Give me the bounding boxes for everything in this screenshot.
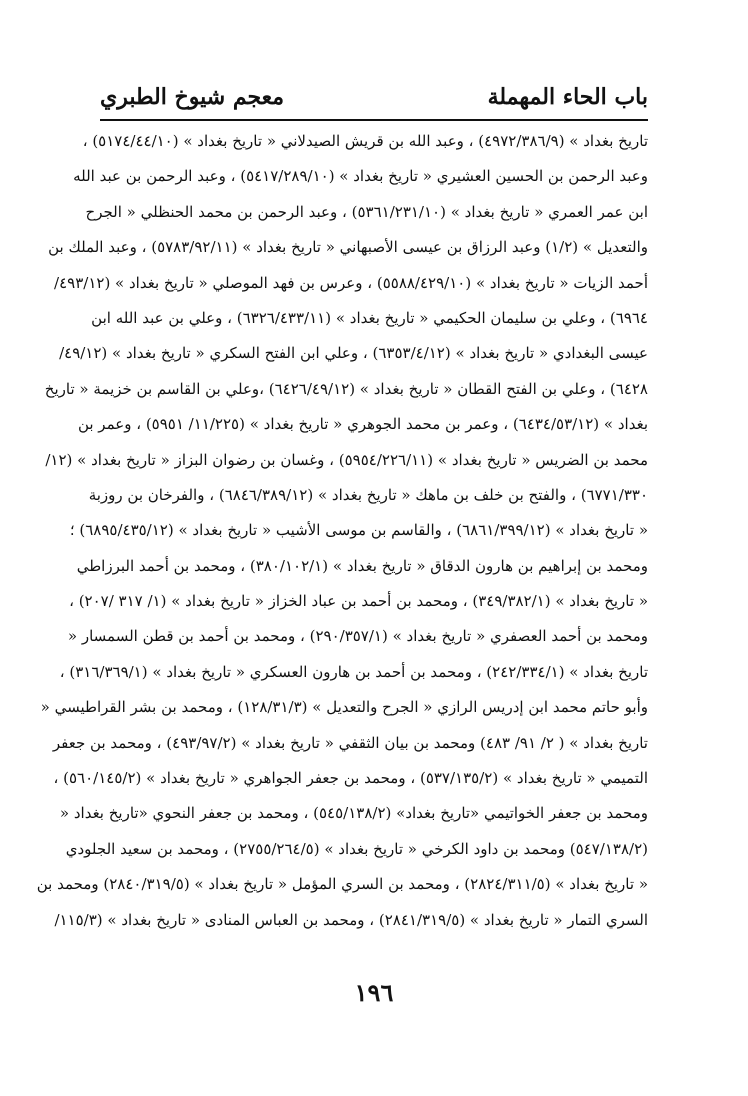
text-line: والتعديل » (١/٢) وعبد الرزاق بن عيسى الأصبهاني « تاريخ بغداد » (٥٧٨٣/٩٢/١١) ، وعبد الملك بن — [48, 238, 648, 257]
text-line: وعبد الرحمن بن الحسين العشيري « تاريخ بغداد » (٥٤١٧/٢٨٩/١٠) ، وعبد الرحمن بن عبد الله — [73, 167, 648, 186]
text-line: بغداد » (٦٤٣٤/٥٣/١٢) ، وعمر بن محمد الجوهري « تاريخ بغداد » (١١/٢٢٥/ ٥٩٥١) ، وعمر بن — [77, 415, 648, 434]
text-line: (٥٤٧/١٣٨/٢) ومحمد بن داود الكرخي « تاريخ بغداد » (٢٧٥٥/٢٦٤/٥) ، ومحمد بن سعيد الجلودي — [65, 839, 648, 858]
header-rule — [100, 119, 648, 121]
text-line: تاريخ بغداد » (٢٤٢/٣٣٤/١) ، ومحمد بن أحمد بن هارون العسكري « تاريخ بغداد » (٣١٦/٣٦٩/١) ، — [59, 662, 648, 681]
body-text — [36, 124, 648, 938]
page-number: ١٩٦ — [354, 978, 394, 1007]
text-line: ومحمد بن أحمد العصفري « تاريخ بغداد » (٢٩٠/٣٥٧/١) ، ومحمد بن أحمد بن قطن السمسار « — [67, 627, 648, 646]
text-line: وأبو حاتم محمد ابن إدريس الرازي « الجرح والتعديل » (١٢٨/٣١/٣) ، ومحمد بن بشر القراطيسي « — [40, 698, 648, 717]
chapter-title: باب الحاء المهملة — [487, 84, 648, 110]
text-line: أحمد الزيات « تاريخ بغداد » (٥٥٨٨/٤٢٩/١٠) ، وعرس بن فهد الموصلي « تاريخ بغداد » (٤٩٣/١٢/ — [54, 273, 648, 292]
text-line: ومحمد بن إبراهيم بن هارون الدقاق « تاريخ بغداد » (٣٨٠/١٠٢/١) ، ومحمد بن أحمد البرزاطي — [76, 556, 648, 575]
book-title: معجم شيوخ الطبري — [100, 84, 285, 110]
text-line: ٦٤٢٨) ، وعلي بن الفتح القطان « تاريخ بغداد » (٦٤٢٦/٤٩/١٢) ،وعلي بن القاسم بن خزيمة « تاريخ — [44, 379, 648, 398]
text-line: ابن عمر العمري « تاريخ بغداد » (٥٣٦١/٢٣١/١٠) ، وعبد الرحمن بن محمد الحنظلي « الجرح — [85, 202, 648, 221]
text-line: « تاريخ بغداد » (٣٤٩/٣٨٢/١) ، ومحمد بن أحمد بن عباد الخزاز « تاريخ بغداد » (١/ ٣١٧ /٢٠٧) ، — [69, 592, 648, 611]
text-line: « تاريخ بغداد » (٢٨٢٤/٣١١/٥) ، ومحمد بن السري المؤمل « تاريخ بغداد » (٢٨٤٠/٣١٩/٥) ومحمد بن — [36, 875, 648, 894]
running-header — [100, 78, 648, 118]
text-line: تاريخ بغداد » ( ٢/ ٩١/ ٤٨٣) ومحمد بن بيان الثقفي « تاريخ بغداد » (٤٩٣/٩٧/٢) ، ومحمد بن جعفر — [52, 733, 648, 752]
text-line: « تاريخ بغداد » (٦٨٦١/٣٩٩/١٢) ، والقاسم بن موسى الأشيب « تاريخ بغداد » (٦٨٩٥/٤٣٥/١٢) ؛ — [69, 521, 648, 540]
text-line: عيسى البغدادي « تاريخ بغداد » (٦٣٥٣/٤/١٢) ، وعلي ابن الفتح السكري « تاريخ بغداد » (٤٩/١٢/ — [59, 344, 648, 363]
text-line: التميمي « تاريخ بغداد » (٥٣٧/١٣٥/٢) ، ومحمد بن جعفر الجواهري « تاريخ بغداد » (٥٦٠/١٤٥/٢) ، — [53, 769, 648, 788]
text-line: ومحمد بن جعفر الخواتيمي «تاريخ بغداد» (٥٤٥/١٣٨/٢) ، ومحمد بن جعفر النحوي «تاريخ بغداد « — [59, 804, 648, 823]
text-line: السري التمار « تاريخ بغداد » (٢٨٤١/٣١٩/٥) ، ومحمد بن العباس المنادى « تاريخ بغداد » (١١٥/٣/ — [54, 910, 648, 929]
text-line: محمد بن الضريس « تاريخ بغداد » (٥٩٥٤/٢٢٦/١١) ، وغسان بن رضوان البزاز « تاريخ بغداد » (١٢/ — [45, 450, 648, 469]
text-line: تاريخ بغداد » (٤٩٧٢/٣٨٦/٩) ، وعبد الله بن قريش الصيدلاني « تاريخ بغداد » (٥١٧٤/٤٤/١٠) ، — [82, 132, 648, 150]
text-line: ٦٧٧١/٣٣٠) ، والفتح بن خلف بن ماهك « تاريخ بغداد » (٦٨٤٦/٣٨٩/١٢) ، والفرخان بن روزبة — [88, 485, 648, 504]
text-line: ٦٩٦٤) ، وعلي بن سليمان الحكيمي « تاريخ بغداد » (٦٣٢٦/٤٣٣/١١) ، وعلي بن عبد الله ابن — [91, 308, 648, 327]
